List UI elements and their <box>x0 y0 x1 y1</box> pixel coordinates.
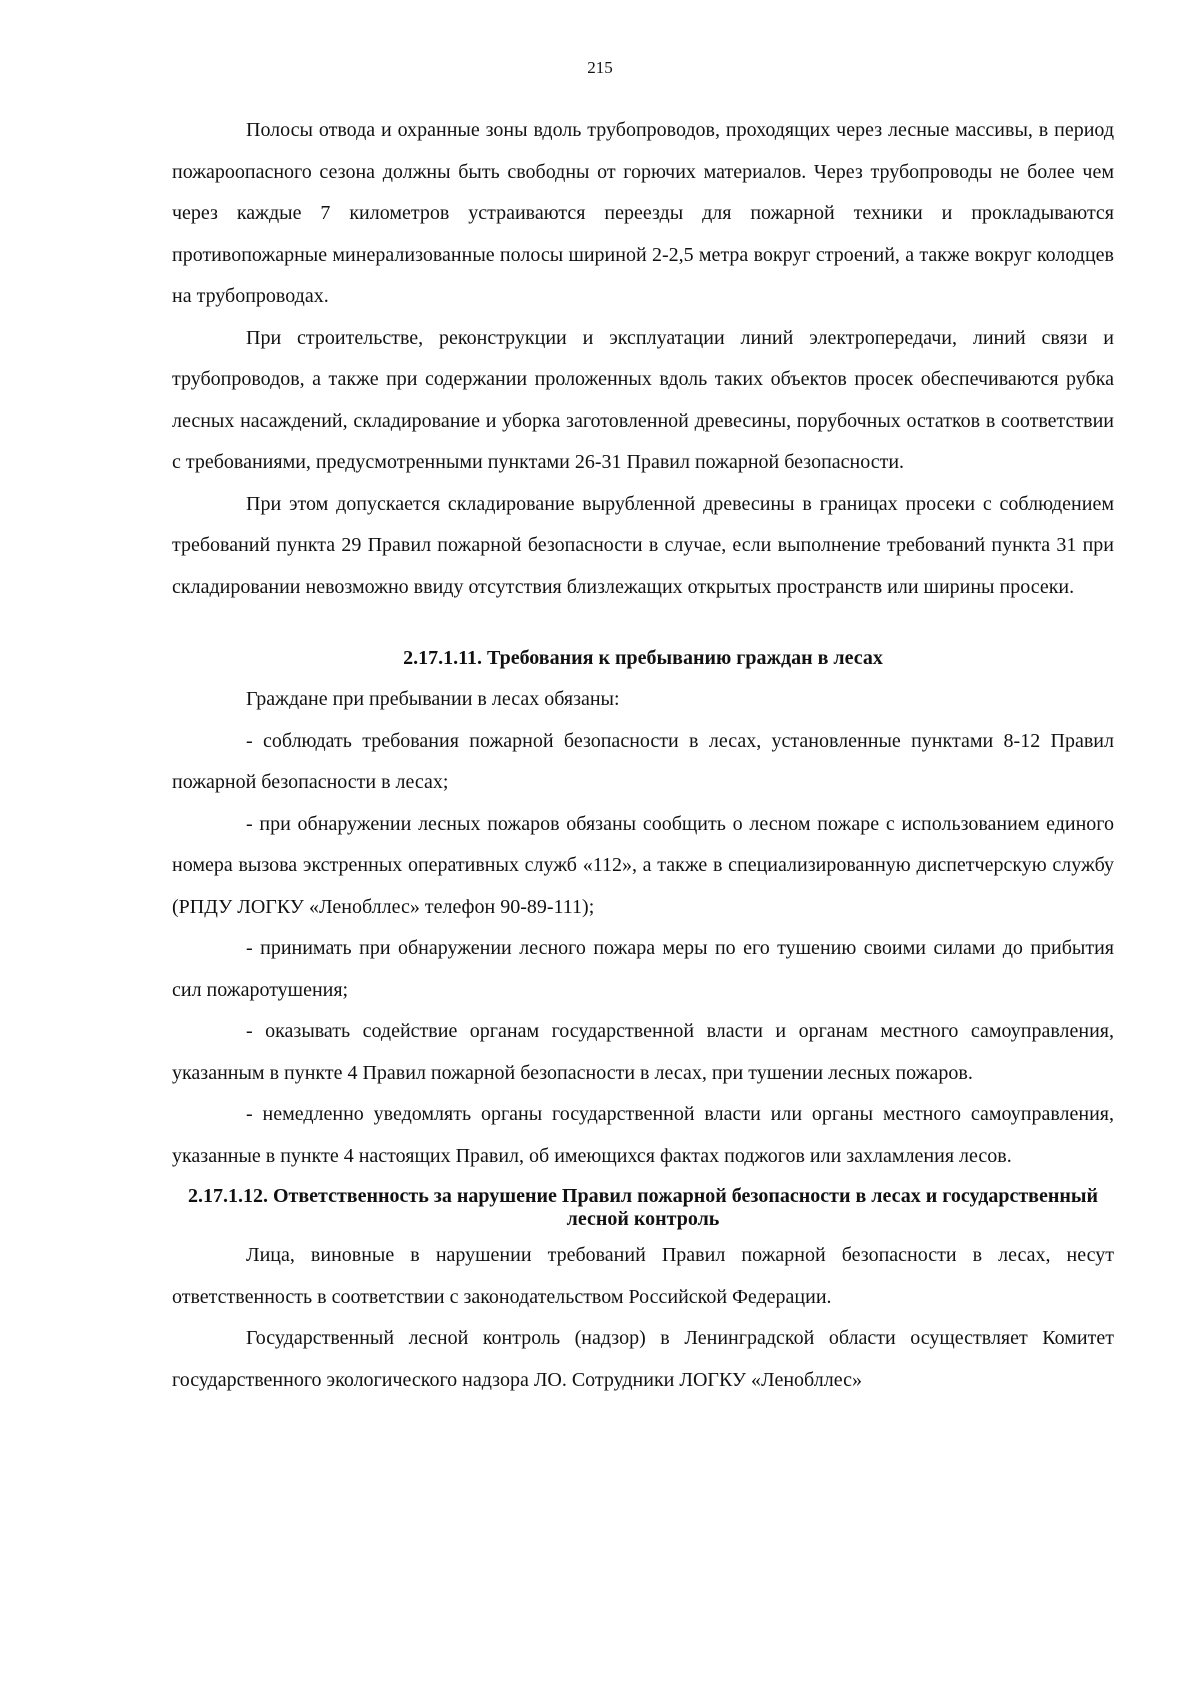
paragraph-timber-storage: При этом допускается складирование вырубленной древесины в границах просеки с соблюдением требований пункта 29 Правил пожарной безопасности в случае, если выполнение требований пункта 31 при складировании невозможно ввиду отсутствия близлежащих открытых пространств или ширины просеки. <box>172 492 1114 598</box>
paragraph-liability: Лица, виновные в нарушении требований Правил пожарной безопасности в лесах, несут ответственность в соответствии с законодательством Российской Федерации. <box>172 1244 1114 1308</box>
list-item-extinguish-fire: - принимать при обнаружении лесного пожара меры по его тушению своими силами до прибытия сил пожаротушения; <box>172 937 1114 1001</box>
section-gap <box>172 608 1114 638</box>
list-item-follow-rules: - соблюдать требования пожарной безопасности в лесах, установленные пунктами 8-12 Правил пожарной безопасности в лесах; <box>172 729 1114 793</box>
paragraph-citizens-obligations: Граждане при пребывании в лесах обязаны: <box>246 688 620 710</box>
paragraph-power-lines-construction: При строительстве, реконструкции и эксплуатации линий электропередачи, линий связи и трубопроводов, а также при содержании проложенных вдоль таких объектов просек обеспечиваются рубка лесных насаждений, складирование и уборка заготовленной древесины, порубочных остатков в соответствии с требованиями, предусмотренными пунктами 26-31 Правил пожарной безопасности. <box>172 326 1114 473</box>
paragraph-forest-control: Государственный лесной контроль (надзор) в Ленинградской области осуществляет Комитет государственного экологического надзора ЛО. Сотрудники ЛОГКУ «Ленобллес» <box>172 1327 1114 1391</box>
section-heading-citizens: 2.17.1.11. Требования к пребыванию граждан в лесах <box>403 647 883 669</box>
section-heading-responsibility: 2.17.1.12. Ответственность за нарушение Правил пожарной безопасности в лесах и государственный лесной контроль <box>187 1185 1099 1230</box>
list-item-notify-arson: - немедленно уведомлять органы государственной власти или органы местного самоуправления, указанные в пункте 4 настоящих Правил, об имеющихся фактах поджогов или захламления лесов. <box>172 1103 1114 1167</box>
paragraph-pipeline-zones: Полосы отвода и охранные зоны вдоль трубопроводов, проходящих через лесные массивы, в период пожароопасного сезона должны быть свободны от горючих материалов. Через трубопроводы не более чем через каждые 7 километров устраиваются переезды для пожарной техники и прокладываются противопожарные минерализованные полосы шириной 2-2,5 метра вокруг строений, а также вокруг колодцев на трубопроводах. <box>172 119 1114 307</box>
list-item-assist-authorities: - оказывать содействие органам государственной власти и органам местного самоуправления, указанным в пункте 4 Правил пожарной безопасности в лесах, при тушении лесных пожаров. <box>172 1020 1114 1084</box>
page-number: 215 <box>587 58 613 77</box>
page-body <box>172 110 1114 1401</box>
list-item-report-fire: - при обнаружении лесных пожаров обязаны сообщить о лесном пожаре с использованием единого номера вызова экстренных оперативных служб «112», а также в специализированную диспетчерскую службу (РПДУ ЛОГКУ «Ленобллес» телефон 90-89-111); <box>172 812 1114 918</box>
